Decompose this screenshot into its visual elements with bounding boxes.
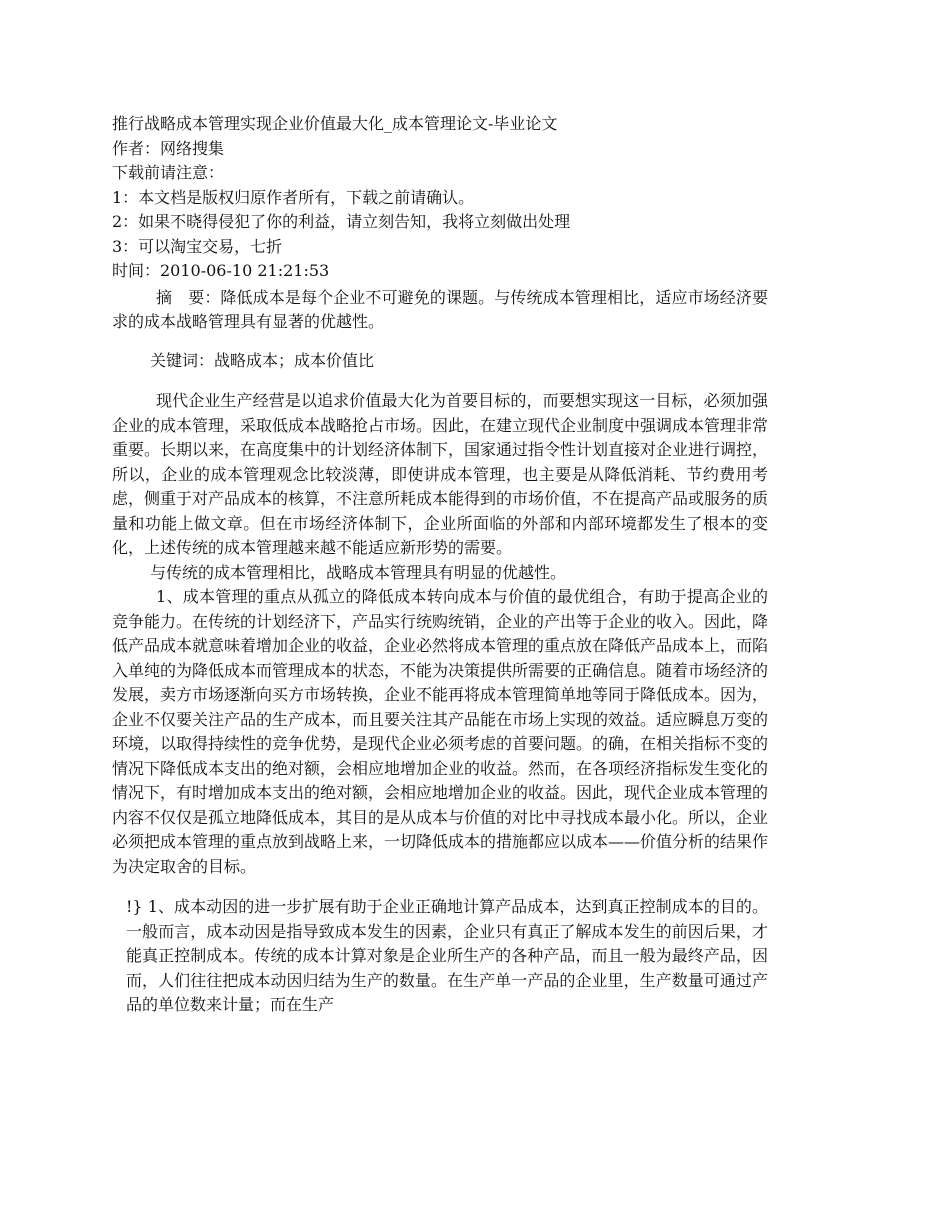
paragraph-text: 1、成本动因的进一步扩展有助于企业正确地计算产品成本，达到真正控制成本的目的。一般而言，成本动因是指导致成本发生的因素，企业只有真正了解成本发生的前因后果，才能真正控制成本。传统的成本计算对象是企业所生产的各种产品，而且一般为最终产品，因而，人们往往把成本动因归结为生产的数量。在生产单一产品的企业里，生产数量可通过产品的单位数来计量；而在生产 xyxy=(126,897,768,1014)
download-notice: 下载前请注意： xyxy=(112,163,225,182)
abstract: 摘 要：降低成本是每个企业不可避免的课题。与传统成本管理相比，适应市场经济要求的成本战略管理具有显著的优越性。 xyxy=(112,287,768,331)
notice-item: 1：本文档是版权归原作者所有，下载之前请确认。 xyxy=(112,187,475,207)
document-title: 推行战略成本管理实现企业价值最大化_成本管理论文-毕业论文 xyxy=(112,114,558,133)
body-paragraph xyxy=(112,895,768,1018)
body-paragraph: 与传统的成本管理相比，战略成本管理具有明显的优越性。 xyxy=(150,562,567,582)
document-page xyxy=(112,112,768,1018)
body-paragraph: 现代企业生产经营是以追求价值最大化为首要目标的，而要想实现这一目标，必须加强企业的成本管理，采取低成本战略抢占市场。因此，在建立现代企业制度中强调成本管理非常重要。长期以来，在高度集中的计划经济体制下，国家通过指令性计划直接对企业进行调控，所以，企业的成本管理观念比较淡薄，即使讲成本管理，也主要是从降低消耗、节约费用考虑，侧重于对产品成本的核算，不注意所耗成本能得到的市场价值，不在提高产品或服务的质量和功能上做文章。但在市场经济体制下，企业所面临的外部和内部环境都发生了根本的变化，上述传统的成本管理越来越不能适应新形势的需要。 xyxy=(112,391,769,557)
notice-item: 3：可以淘宝交易，七折 xyxy=(112,236,283,256)
paragraph-prefix: !} xyxy=(126,897,143,916)
keywords: 关键词：战略成本；成本价值比 xyxy=(150,350,375,370)
author-line: 作者：网络搜集 xyxy=(112,138,225,158)
body-paragraph: 1、成本管理的重点从孤立的降低成本转向成本与价值的最优组合，有助于提高企业的竞争能力。在传统的计划经济下，产品实行统购统销，企业的产出等于企业的收入。因此，降低产品成本就意味着增加企业的收益，企业必然将成本管理的重点放在降低产品成本上，而陷入单纯的为降低成本而管理成本的状态，不能为决策提供所需要的正确信息。随着市场经济的发展，卖方市场逐渐向买方市场转换，企业不能再将成本管理简单地等同于降低成本。因为，企业不仅要关注产品的生产成本，而且要关注其产品能在市场上实现的效益。适应瞬息万变的环境，以取得持续性的竞争优势，是现代企业必须考虑的首要问题。的确，在相关指标不变的情况下降低成本支出的绝对额，会相应地增加企业的收益。然而，在各项经济指标发生变化的情况下，有时增加成本支出的绝对额，会相应地增加企业的收益。因此，现代企业成本管理的内容不仅仅是孤立地降低成本，其目的是从成本与价值的对比中寻找成本最小化。所以，企业必须把成本管理的重点放到战略上来，一切降低成本的措施都应以成本——价值分析的结果作为决定取舍的目标。 xyxy=(112,587,769,876)
timestamp: 时间：2010-06-10 21:21:53 xyxy=(112,261,330,280)
notice-item: 2：如果不晓得侵犯了你的利益，请立刻告知，我将立刻做出处理 xyxy=(112,212,571,231)
